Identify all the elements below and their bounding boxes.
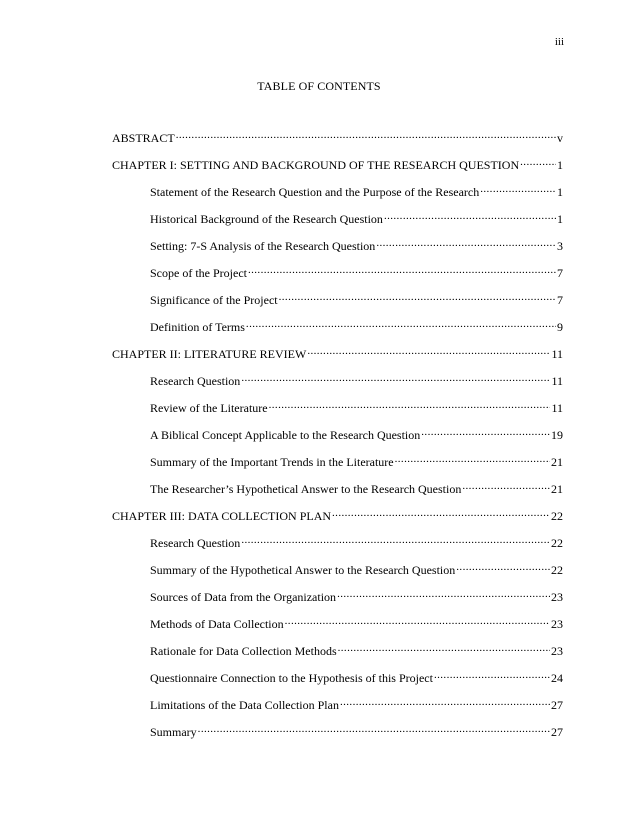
toc-entry	[112, 155, 563, 182]
dot-leader	[176, 128, 556, 142]
toc-entry	[112, 560, 563, 587]
toc-entry-page: 23	[551, 590, 563, 604]
toc-entry-page: 9	[557, 320, 563, 334]
toc-entry-label: Research Question	[150, 374, 241, 388]
dot-leader	[269, 398, 551, 412]
toc-entry	[112, 344, 563, 371]
toc-entry-page: 7	[557, 266, 563, 280]
toc-entry	[112, 668, 563, 695]
toc-entry-label: Scope of the Project	[150, 266, 247, 280]
dot-leader	[462, 479, 550, 493]
toc-entry-page: 1	[557, 185, 563, 199]
page-number: iii	[554, 36, 564, 48]
toc-entry	[112, 695, 563, 722]
dot-leader	[434, 668, 550, 682]
toc-entry-page: 23	[551, 617, 563, 631]
toc-entry-page: 21	[551, 455, 563, 469]
dot-leader	[421, 425, 550, 439]
dot-leader	[307, 344, 550, 358]
toc-entry	[112, 209, 563, 236]
toc-entry	[112, 587, 563, 614]
toc-entry-label: CHAPTER I: SETTING AND BACKGROUND OF THE RESEARCH QUESTION	[112, 158, 520, 172]
toc-entry-page: 22	[551, 563, 563, 577]
dot-leader	[456, 560, 550, 574]
toc-entry-label: ABSTRACT	[112, 131, 175, 145]
table-of-contents	[112, 128, 563, 749]
dot-leader	[337, 587, 550, 601]
toc-entry-page: 1	[557, 212, 563, 226]
toc-entry-label: Sources of Data from the Organization	[150, 590, 337, 604]
dot-leader	[241, 371, 550, 385]
toc-entry	[112, 290, 563, 317]
dot-leader	[376, 236, 556, 250]
toc-entry	[112, 452, 563, 479]
toc-entry-page: 21	[551, 482, 563, 496]
toc-entry-label: CHAPTER II: LITERATURE REVIEW	[112, 347, 307, 361]
toc-entry	[112, 614, 563, 641]
toc-entry	[112, 641, 563, 668]
toc-entry-label: Setting: 7-S Analysis of the Research Question	[150, 239, 376, 253]
toc-entry-page: 3	[557, 239, 563, 253]
toc-entry-label: Summary	[150, 725, 197, 739]
toc-entry-page: 7	[557, 293, 563, 307]
toc-entry-page: 11	[551, 374, 563, 388]
toc-entry	[112, 317, 563, 344]
dot-leader	[246, 317, 556, 331]
toc-entry-page: 22	[551, 536, 563, 550]
toc-entry-page: 11	[551, 347, 563, 361]
dot-leader	[384, 209, 556, 223]
toc-entry-page: 24	[551, 671, 563, 685]
toc-entry-page: 11	[551, 401, 563, 415]
dot-leader	[340, 695, 550, 709]
toc-entry-page: v	[557, 131, 563, 145]
dot-leader	[198, 722, 550, 736]
toc-entry	[112, 236, 563, 263]
dot-leader	[338, 641, 550, 655]
toc-entry-label: Rationale for Data Collection Methods	[150, 644, 337, 658]
toc-entry-label: Limitations of the Data Collection Plan	[150, 698, 339, 712]
toc-entry-page: 27	[551, 698, 563, 712]
dot-leader	[241, 533, 550, 547]
toc-entry-label: Research Question	[150, 536, 241, 550]
toc-entry	[112, 722, 563, 749]
toc-entry-label: A Biblical Concept Applicable to the Research Question	[150, 428, 421, 442]
dot-leader	[520, 155, 556, 169]
toc-entry-label: Definition of Terms	[150, 320, 245, 334]
toc-entry	[112, 479, 563, 506]
toc-entry-label: The Researcher’s Hypothetical Answer to the Research Question	[150, 482, 462, 496]
toc-entry-label: CHAPTER III: DATA COLLECTION PLAN	[112, 509, 332, 523]
dot-leader	[285, 614, 550, 628]
toc-entry	[112, 533, 563, 560]
toc-entry-label: Summary of the Important Trends in the Literature	[150, 455, 394, 469]
toc-entry-page: 1	[557, 158, 563, 172]
toc-entry	[112, 425, 563, 452]
toc-entry	[112, 506, 563, 533]
toc-entry-page: 23	[551, 644, 563, 658]
page-title: TABLE OF CONTENTS	[257, 79, 381, 93]
dot-leader	[279, 290, 556, 304]
dot-leader	[480, 182, 556, 196]
toc-entry-label: Historical Background of the Research Question	[150, 212, 383, 226]
toc-entry-label: Summary of the Hypothetical Answer to the Research Question	[150, 563, 456, 577]
dot-leader	[332, 506, 550, 520]
toc-entry-page: 22	[551, 509, 563, 523]
toc-entry	[112, 371, 563, 398]
toc-entry-label: Questionnaire Connection to the Hypothesis of this Project	[150, 671, 433, 685]
toc-entry-label: Methods of Data Collection	[150, 617, 284, 631]
toc-entry-label: Significance of the Project	[150, 293, 278, 307]
toc-entry	[112, 263, 563, 290]
toc-entry-page: 27	[551, 725, 563, 739]
dot-leader	[395, 452, 550, 466]
toc-entry	[112, 398, 563, 425]
toc-entry-label: Statement of the Research Question and the Purpose of the Research	[150, 185, 480, 199]
toc-entry	[112, 128, 563, 155]
toc-entry-label: Review of the Literature	[150, 401, 268, 415]
toc-entry-page: 19	[551, 428, 563, 442]
dot-leader	[248, 263, 556, 277]
toc-entry	[112, 182, 563, 209]
